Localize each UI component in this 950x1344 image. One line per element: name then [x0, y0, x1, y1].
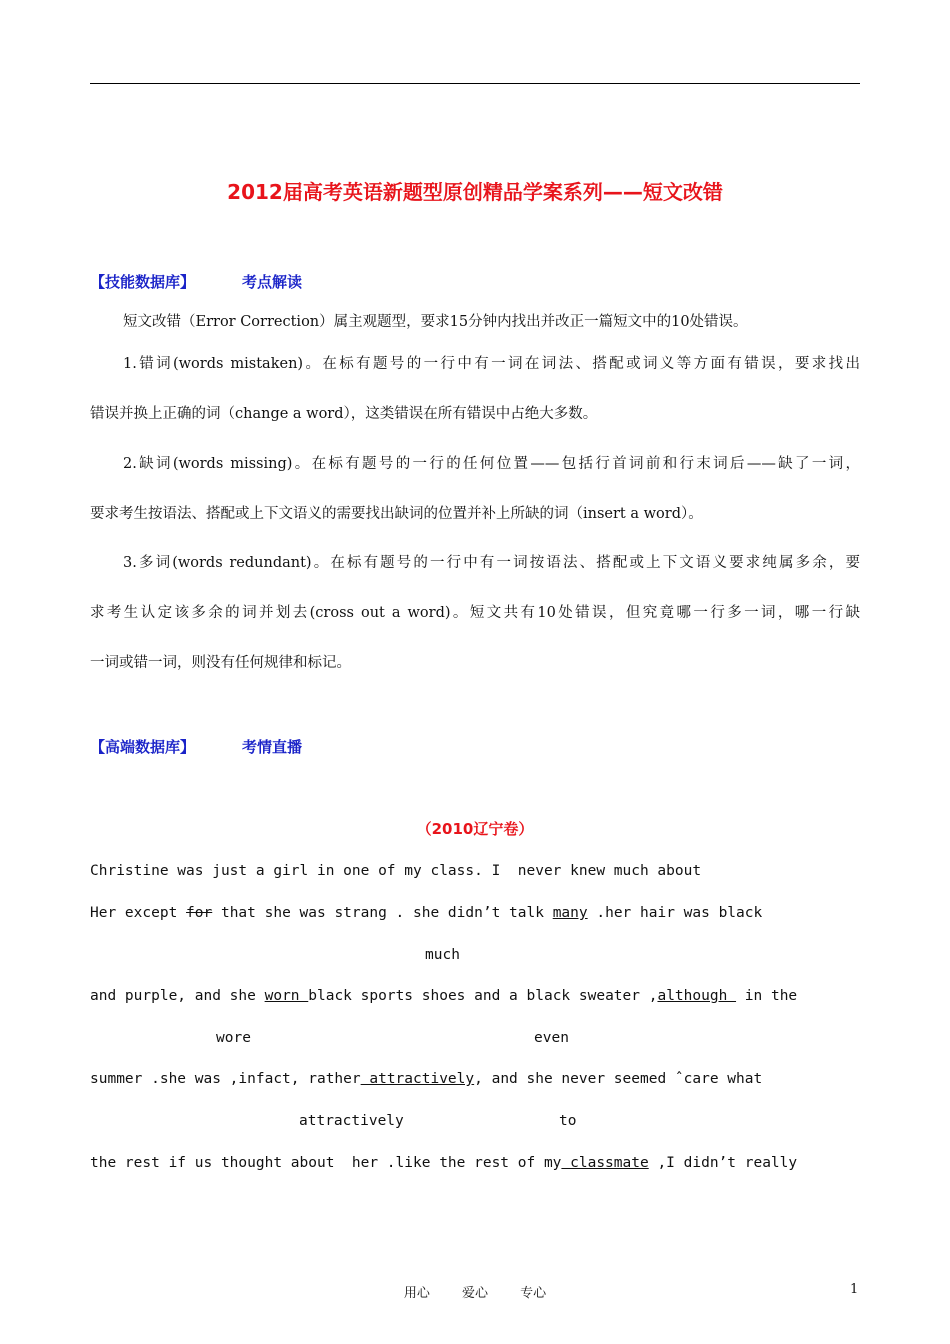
- passage-text: the rest if us thought about her .like the rest of my: [90, 1155, 562, 1171]
- footer-text-1: 用心: [403, 1286, 430, 1301]
- passage-line-2: [90, 903, 762, 923]
- section-exam-heading: [90, 736, 303, 757]
- correction-attractively: attractively: [299, 1113, 404, 1129]
- section-skills-subtitle: 考点解读: [242, 273, 303, 291]
- underlined-word: although: [657, 988, 737, 1004]
- underlined-word: many: [552, 905, 588, 921]
- item2-line2: 要求考生按语法、搭配或上下文语义的需要找出缺词的位置并补上所缺的词（insert a word）。: [90, 506, 703, 522]
- passage-text: Her except: [90, 905, 187, 921]
- footer-text-3: 专心: [520, 1286, 547, 1301]
- correction-much: much: [425, 947, 460, 963]
- item2-line1: 2.缺词(words missing)。在标有题号的一行的任何位置——包括行首词前和行末词后——缺了一词，: [123, 456, 860, 472]
- exam-year: （2010辽宁卷）: [416, 820, 534, 838]
- header-rule: [90, 83, 860, 84]
- passage-text: summer .she was ,infact, rather: [90, 1071, 361, 1087]
- item3-line2: 求考生认定该多余的词并划去(cross out a word)。短文共有10处错误，但究竟哪一行多一词，哪一行缺: [90, 605, 860, 621]
- passage-text: .her hair was black: [587, 905, 763, 921]
- section-exam-subtitle: 考情直播: [242, 738, 303, 756]
- page-number: 1: [850, 1282, 859, 1297]
- underlined-word: classmate: [561, 1155, 649, 1171]
- correction-even: even: [534, 1030, 569, 1046]
- item1-line1: 1.错词(words mistaken)。在标有题号的一行中有一词在词法、搭配或词义等方面有错误，要求找出: [123, 356, 860, 372]
- passage-text: in the: [736, 988, 798, 1004]
- passage-line-3: [90, 986, 797, 1006]
- item1-line2: 错误并换上正确的词（change a word），这类错误在所有错误中占绝大多数。: [90, 406, 598, 422]
- underlined-word: worn: [264, 988, 309, 1004]
- passage-text: and purple, and she: [90, 988, 265, 1004]
- correction-wore: wore: [216, 1030, 251, 1046]
- item3-line3: 一词或错一词，则没有任何规律和标记。: [90, 655, 351, 671]
- passage-text: black sports shoes and a black sweater ,: [308, 988, 658, 1004]
- struck-word: for: [186, 905, 213, 921]
- intro-paragraph: 短文改错（Error Correction）属主观题型，要求15分钟内找出并改正一篇短文中的10处错误。: [123, 314, 748, 330]
- underlined-word: attractively: [360, 1071, 475, 1087]
- section-skills-label: 【技能数据库】: [90, 273, 196, 291]
- footer-text-2: 爱心: [461, 1286, 488, 1301]
- passage-line-4: [90, 1069, 762, 1089]
- section-exam-label: 【高端数据库】: [90, 738, 196, 756]
- footer: [0, 1282, 950, 1301]
- correction-to: to: [559, 1113, 577, 1129]
- page-title: 2012届高考英语新题型原创精品学案系列——短文改错: [227, 180, 723, 204]
- passage-line-5: [90, 1153, 797, 1173]
- section-skills-heading: [90, 271, 303, 292]
- passage-text: , and she never seemed ˆcare what: [474, 1071, 763, 1087]
- item3-line1: 3.多词(words redundant)。在标有题号的一行中有一词按语法、搭配或上下文语义要求纯属多余，要: [123, 555, 860, 571]
- passage-line-1: Christine was just a girl in one of my class. I never knew much about: [90, 863, 702, 879]
- passage-text: ,I didn’t really: [648, 1155, 798, 1171]
- passage-text: that she was strang . she didn’t talk: [212, 905, 553, 921]
